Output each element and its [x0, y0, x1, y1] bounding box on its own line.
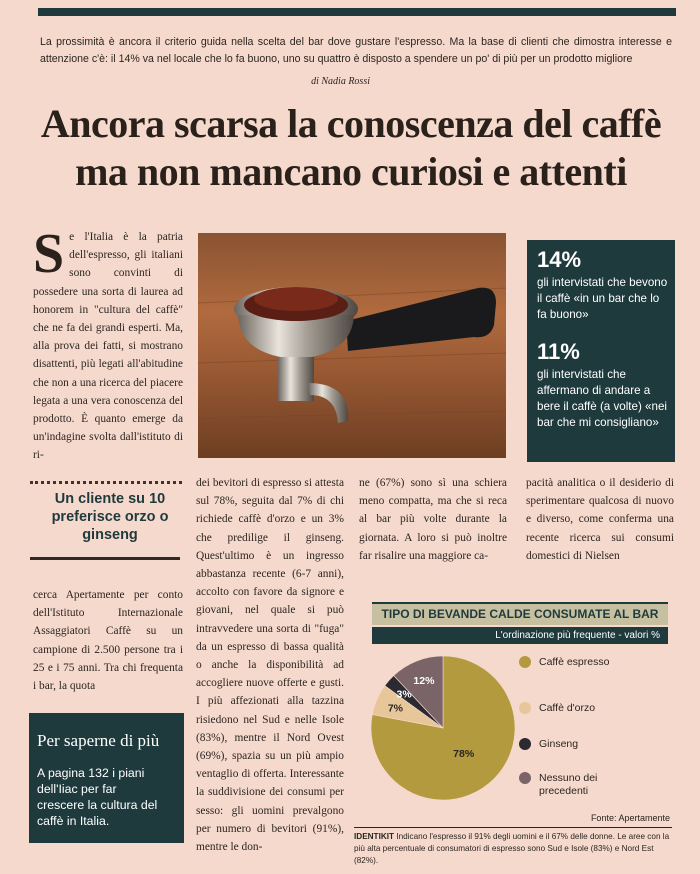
- headline-line-1: Ancora scarsa la conoscenza del caffè: [40, 101, 662, 146]
- dotted-separator: [30, 481, 182, 484]
- body-column-4: pacità analitica o il desiderio di sperimentare qualcosa di nuovo e diverso, come conferma una recente ricerca sui consumi domestici di Nielsen: [526, 477, 674, 562]
- byline: di Nadia Rossi: [311, 76, 370, 87]
- legend-item-orzo: [539, 702, 649, 715]
- stat-2-value: 11%: [537, 339, 580, 364]
- body-column-1-bottom: cerca Apertamente per conto dell'Istituto Internazionale Assaggiatori Caffè su un campione di 2.500 persone tra i 25 e i 75 anni. Tra chi frequenta i bar, la quota: [33, 589, 183, 693]
- more-info-text: A pagina 132 i piani dell'Iiac per far crescere la cultura del caffè in Italia.: [37, 766, 158, 828]
- portafilter-photo: [198, 233, 506, 458]
- legend-swatch-nessuno: [519, 772, 531, 784]
- legend-label-orzo: Caffè d'orzo: [539, 702, 596, 714]
- pie-label-ginseng: 3%: [396, 688, 412, 701]
- stat-1-value: 14%: [537, 247, 582, 272]
- pie-label-nessuno: 12%: [413, 674, 435, 687]
- chart-subtitle: [372, 627, 668, 644]
- more-info-box: [29, 713, 184, 843]
- body-text-col1-top: e l'Italia è la patria dell'espresso, gli italiani sono convinti di possedere una sorta di laurea ad honorem in "cultura del caffè" che ne fa dei grandi esperti. Ma, alla prova dei fatti, si mostrano disattenti, più legati all'abitudine che non a una ricerca del piacere legata a una vera conoscenza del prodotto. È quanto emerge da un'indagine svolta dall'istituto di ri-: [33, 231, 183, 462]
- pie-chart: [365, 650, 525, 806]
- pull-quote-rule: [30, 557, 180, 560]
- legend-item-ginseng: [539, 738, 649, 751]
- stat-1-text: gli intervistati che bevono il caffè «in un bar che lo fa buono»: [537, 276, 668, 321]
- top-rule: [38, 8, 676, 16]
- legend-item-nessuno: [539, 772, 649, 798]
- pie-label-orzo: 7%: [387, 702, 404, 715]
- chart-source: Fonte: Apertamente: [590, 813, 670, 823]
- standfirst: La prossimità è ancora il criterio guida nella scelta del bar dove gustare l'espresso. Ma la base di clienti che dimostra interesse e attenzione c'è: il 14% va nel locale che lo fa buono, uno su quattro è disposto a spendere un po' di più per un prodotto migliore: [40, 36, 672, 65]
- headline-line-2: ma non mancano curiosi e attenti: [75, 149, 627, 194]
- more-info-title: Per saperne di più: [37, 731, 160, 750]
- legend-swatch-ginseng: [519, 738, 531, 750]
- legend-swatch-orzo: [519, 702, 531, 714]
- legend-label-ginseng: Ginseng: [539, 738, 579, 750]
- body-column-3: ne (67%) sono sì una schiera meno compatta, ma che si reca al bar più volte durante la giornata. A loro si può inoltre far risalire una maggiore ca-: [359, 477, 507, 562]
- portafilter-illustration: [198, 233, 506, 458]
- identikit-note: [354, 827, 672, 867]
- stat-box: [527, 240, 675, 462]
- pie-label-espresso: 78%: [453, 747, 475, 760]
- chart-title: TIPO DI BEVANDE CALDE CONSUMATE AL BAR: [372, 602, 668, 625]
- legend-swatch-espresso: [519, 656, 531, 668]
- chart-subtitle-text: L'ordinazione più frequente - valori %: [495, 630, 660, 641]
- legend-item-espresso: [539, 656, 649, 669]
- legend-label-nessuno: Nessuno dei precedenti: [539, 772, 598, 797]
- body-column-2: dei bevitori di espresso si attesta sul 78%, seguita dal 7% di chi richiede caffè d'orzo e un 3% che predilige il ginseng. Quest'ultimo è un ingresso abbastanza recente (6-7 anni), accolto con favore da signore e giovani, nel quale si può intravvedere una sorta di "fuga" da un espresso di bassa qualità o anche la disponibilità ad accogliere nuove offerte e gusti. I più affezionati alla tazzina risiedono nel Sud e nelle Isole (83%), mentre il Nord Ovest (69%), spazia su un più ampio ventaglio di offerta. Interessante la suddivisione dei consumi per sesso: gli uomini prevalgono per numero di bevitori (91%), mentre le don-: [196, 477, 344, 854]
- body-column-1-top: [33, 223, 183, 465]
- identikit-text: Indicano l'espresso il 91% degli uomini e il 67% delle donne. Le aree con la più alta percentuale di consumatori di espresso sono Sud e Isole (83%) e Nord Est (82%).: [354, 832, 670, 865]
- pull-quote: Un cliente su 10 preferisce orzo o ginseng: [51, 491, 169, 543]
- stat-2-text: gli intervistati che affermano di andare a bere il caffè (a volte) «nei bar che mi consigliano»: [537, 368, 667, 429]
- headline: [20, 100, 682, 196]
- identikit-label: IDENTIKIT: [354, 832, 395, 841]
- legend-label-espresso: Caffè espresso: [539, 656, 610, 668]
- drop-cap: S: [33, 223, 65, 285]
